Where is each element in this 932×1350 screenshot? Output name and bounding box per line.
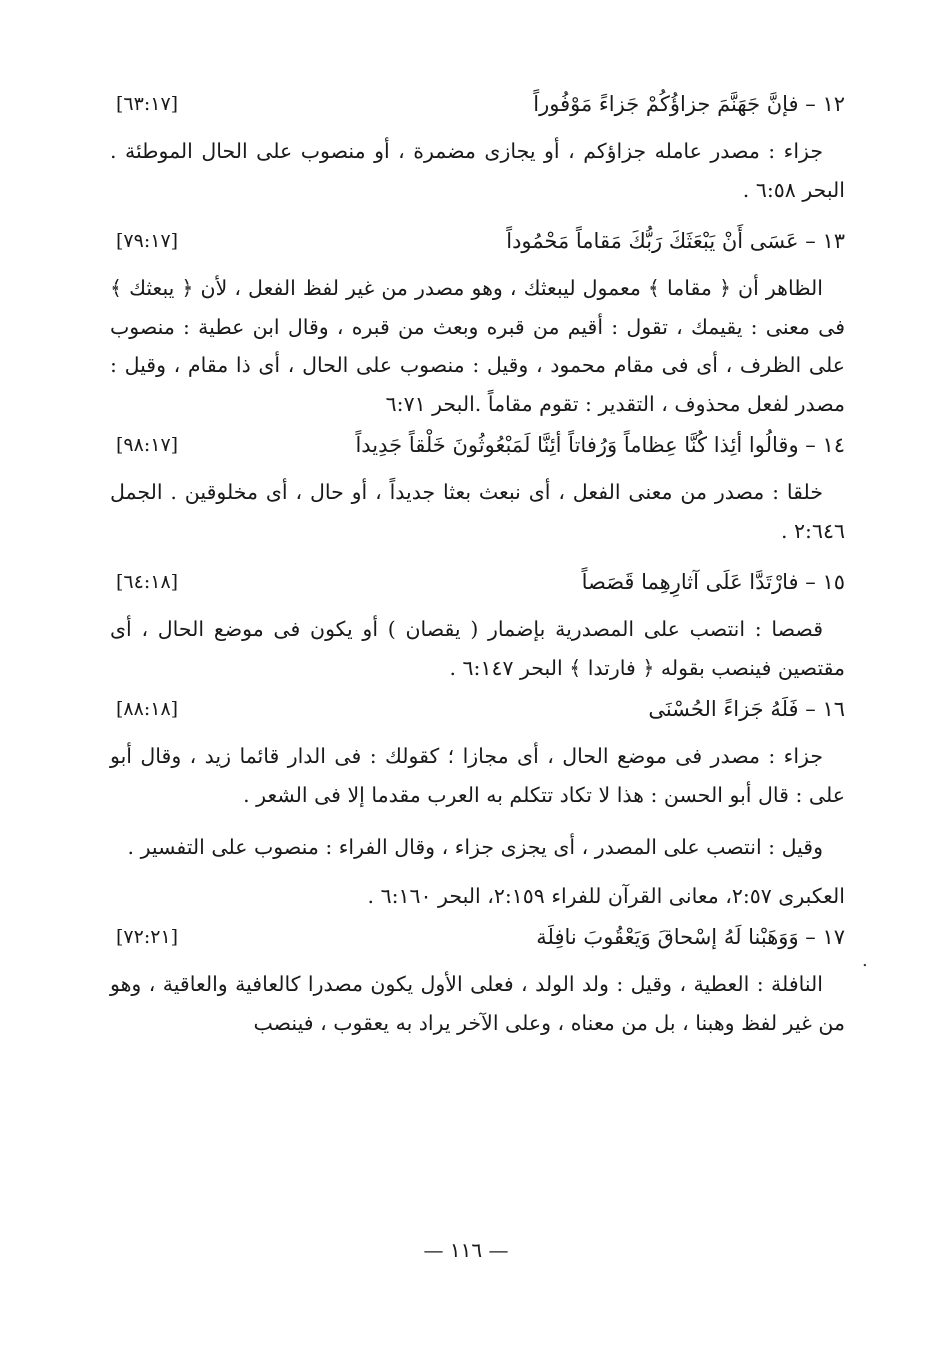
verse-text: ١٧ – وَوَهَبْنا لَهُ إسْحاقَ وَيَعْقُوبَ نافِلَة [536, 925, 845, 949]
entry-16 [110, 687, 845, 915]
entry-14 [110, 423, 845, 550]
entry-heading [110, 423, 845, 467]
document-page [110, 82, 845, 1322]
entry-heading [110, 219, 845, 263]
verse-reference: [٩٨:١٧] [116, 434, 179, 456]
commentary-paragraph: قصصا : انتصب على المصدرية بإضمار ( يقصان ) أو يكون فى موضع الحال ، أى مقتصين فينصب بقوله ﴿ فارتدا ﴾ البحر ٦:١٤٧ . [110, 617, 845, 680]
commentary-paragraph: النافلة : العطية ، وقيل : ولد الولد ، فعلى الأول يكون مصدرا كالعافية والعاقية ، وهو من غير لفظ وهبنا ، بل من معناه ، وعلى الآخر يراد به يعقوب ، فينصب [110, 972, 845, 1035]
entry-13 [110, 219, 845, 423]
verse-reference: [٧٢:٢١] [116, 926, 179, 948]
entry-heading [110, 560, 845, 604]
entry-heading [110, 687, 845, 731]
entry-17 [110, 915, 845, 1042]
commentary-paragraph: وقيل : انتصب على المصدر ، أى يجزى جزاء ، وقال الفراء : منصوب على التفسير . [127, 835, 823, 859]
entry-15 [110, 560, 845, 687]
verse-text: ١٣ – عَسَى أَنْ يَبْعَثَكَ رَبُّكَ مَقاماً مَحْمُوداً [506, 229, 845, 253]
entry-heading [110, 915, 845, 959]
verse-reference: [٦٣:١٧] [116, 93, 179, 115]
commentary-paragraph: خلقا : مصدر من معنى الفعل ، أى نبعث بعثا جديداً ، أو حال ، أى مخلوقين . الجمل ٢:٦٤٦ . [110, 480, 845, 543]
entry-12 [110, 82, 845, 209]
source-citation: العكبرى ٢:٥٧، معانى القرآن للفراء ٢:١٥٩، البحر ٦:١٦٠ . [367, 883, 845, 908]
verse-text: ١٦ – فَلَهُ جَزاءً الحُسْنَى [648, 697, 845, 721]
verse-text: ١٢ – فإنَّ جَهَنَّمَ جزاؤُكُمْ جَزاءً مَوْفُوراً [533, 92, 845, 116]
verse-text: ١٤ – وقالُوا أئِذا كُنَّا عِظاماً وَرُفاتاً أئِنَّا لَمَبْعُوثُونَ خَلْقاً جَدِيداً [355, 433, 845, 457]
page-number: — ١١٦ — [423, 1238, 509, 1262]
commentary-paragraph: الظاهر أن ﴿ مقاما ﴾ معمول ليبعثك ، وهو مصدر من غير لفظ الفعل ، لأن ﴿ يبعثك ﴾ فى معنى : يقيمك ، تقول : أقيم من قبره وبعث من قبره ، وقال ابن عطية : منصوب على الظرف ، أى فى مقام محمود ، وقيل : منصوب على الحال ، أى ذا مقام ، وقيل : مصدر لفعل محذوف ، التقدير : تقوم مقاماً .البحر ٦:٧١ [110, 276, 845, 416]
entry-heading [110, 82, 845, 126]
verse-reference: [٨٨:١٨] [116, 698, 179, 720]
verse-text: ١٥ – فارْتَدَّا عَلَى آثارِهِما قَصَصاً [581, 570, 845, 594]
commentary-paragraph: جزاء : مصدر عامله جزاؤكم ، أو يجازى مضمرة ، أو منصوب على الحال الموطئة . البحر ٦:٥٨ . [110, 139, 845, 202]
verse-reference: [٧٩:١٧] [116, 230, 179, 252]
commentary-paragraph: جزاء : مصدر فى موضع الحال ، أى مجازا ؛ كقولك : فى الدار قائما زيد ، وقال أبو على : قال أبو الحسن : هذا لا تكاد تتكلم به العرب مقدما إلا فى الشعر . [110, 744, 845, 807]
verse-reference: [٦٤:١٨] [116, 571, 179, 593]
stray-mark: . [862, 950, 868, 971]
